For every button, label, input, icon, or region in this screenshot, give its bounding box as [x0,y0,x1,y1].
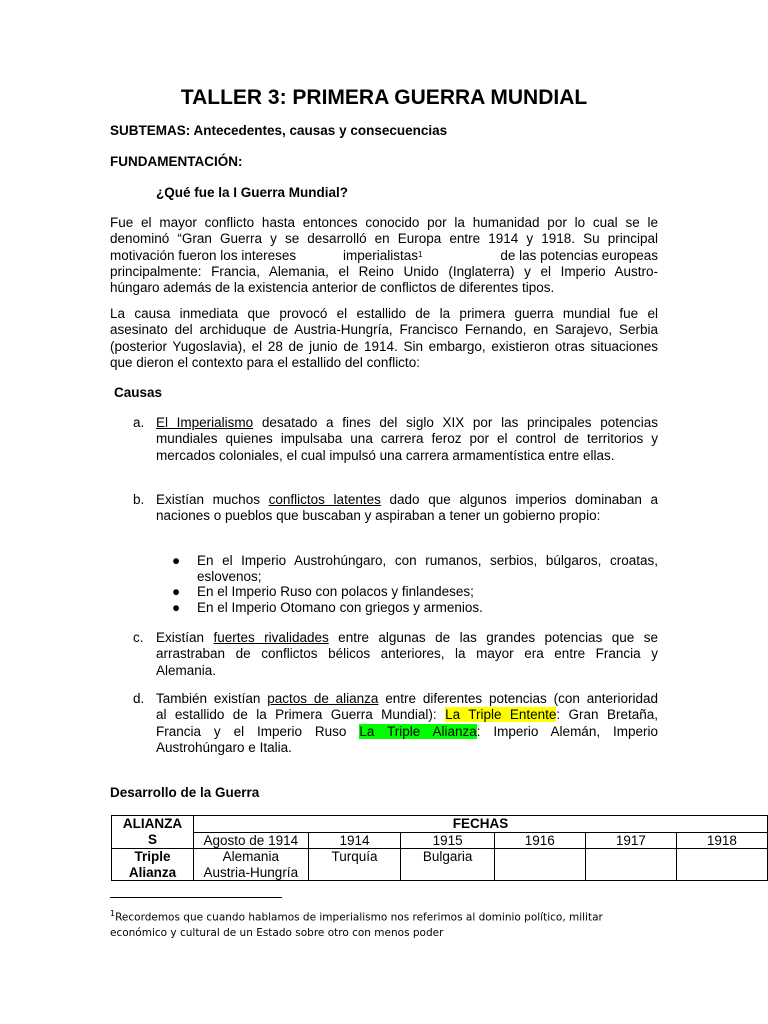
table-cell [194,849,308,881]
table-header-line: ALIANZA [122,816,183,831]
item-letter: c. [133,630,144,645]
footnote [110,906,670,941]
item-letter: d. [133,691,145,706]
item-d-text [156,691,658,756]
footnote-text: Recordemos que cuando hablamos de imperialismo nos referimos al dominio político, militar [115,911,603,924]
bullet-icon: ● [172,600,181,615]
question-heading: ¿Qué fue la I Guerra Mundial? [156,185,349,200]
page-title: TALLER 3: PRIMERA GUERRA MUNDIAL [180,86,588,109]
paragraph-fragment: motivación fueron los intereses [110,247,297,263]
table-header-fechas: FECHAS [194,816,768,833]
table-col-header: 1918 [676,832,767,849]
paragraph-line: (posterior Yugoslavia), el 28 de junio de 1914. Sin embargo, existieron otras situaciones [110,338,658,354]
item-line: mundiales quienes impulsaba una carrera feroz por el control de territorios y [156,431,658,447]
item-line [156,415,658,431]
bullet-item: En el Imperio Ruso con polacos y finlandeses; [197,584,474,599]
item-fragment: entre diferentes potencias (con anterioridad [378,691,658,706]
paragraph-cause [110,306,658,371]
underlined-term: El Imperialismo [156,415,254,430]
bullet-item: En el Imperio Otomano con griegos y armenios. [197,600,483,615]
table-cell: Bulgaria [401,849,494,881]
table-row-label [112,849,194,881]
desarrollo-heading: Desarrollo de la Guerra [110,785,260,800]
paragraph-fragment [343,248,422,264]
paragraph-line: que dieron el contexto para el estallido del conflicto: [110,354,420,370]
item-line [156,707,658,723]
alliances-table [111,815,768,881]
bullet-icon: ● [172,553,181,568]
paragraph-intro [110,215,658,296]
item-letter: b. [133,492,145,507]
table-col-header: Agosto de 1914 [194,832,308,849]
footnote-number: 1 [110,909,116,918]
table-cell [494,849,585,881]
footnote-divider [110,897,282,898]
item-fragment: : Imperio Alemán, Imperio [476,723,658,739]
table-cell-line: Alemania [222,849,279,864]
item-fragment: al estallido de la Primera Guerra Mundial): [156,707,446,723]
item-a-text [156,415,658,464]
highlight-triple-entente: La Triple Entente [445,707,557,723]
item-line: Austrohúngaro e Italia. [156,739,292,755]
item-fragment: entre algunas de las grandes potencias que se [328,630,658,645]
table-col-header: 1917 [585,832,676,849]
item-fragment: Existían muchos [156,492,269,507]
bullet-line: En el Imperio Austrohúngaro, con rumanos, serbios, búlgaros, croatas, [197,553,658,568]
item-b-text [156,492,658,525]
paragraph-line: La causa inmediata que provocó el estallido de la primera guerra mundial fue el [110,306,658,321]
table-cell [585,849,676,881]
paragraph-line: asesinato del archiduque de Austria-Hungría, Francisco Fernando, en Sarajevo, Serbia [110,322,658,338]
item-letter: a. [133,415,145,430]
underlined-term: conflictos latentes [268,492,381,507]
paragraph-fragment: de las potencias europeas [500,247,658,263]
footnote-line [110,906,670,926]
underlined-term: fuertes rivalidades [213,630,329,645]
item-fragment: Francia y el Imperio Ruso [156,723,360,739]
table-header-alianzas [112,816,194,849]
fundamentacion-heading: FUNDAMENTACIÓN: [110,154,243,169]
item-line: arrastraban de conflictos bélicos anteriores, la mayor era entre Francia y [156,646,658,662]
bullet-item [197,553,658,586]
highlight-triple-alianza: La Triple Alianza [359,723,477,739]
footnote-line: económico y cultural de un Estado sobre otro con menos poder [110,926,444,939]
item-fragment: También existían [156,691,268,706]
table-header-line: S [148,831,158,847]
item-fragment: desatado a fines del siglo XIX por las principales potencias [253,415,658,430]
table-row-label-line: Triple [134,849,171,864]
item-line: mercados coloniales, el cual impulsó una carrera armamentística entre ellas. [156,447,615,463]
paragraph-line: húngaro además de la existencia anterior de conflictos de diferentes tipos. [110,280,555,296]
paragraph-line [110,248,658,264]
item-line [156,724,658,740]
subtemas-heading: SUBTEMAS: Antecedentes, causas y consecuencias [110,123,448,138]
item-c-text [156,630,658,679]
table-col-header: 1916 [494,832,585,849]
table-row-label-line: Alianza [128,864,177,880]
table-cell: Turquía [308,849,401,881]
item-line: Alemania. [156,662,217,678]
table-col-header: 1914 [308,832,401,849]
paragraph-fragment: imperialistas [343,247,419,263]
paragraph-line: denominó “Gran Guerra y se desarrolló en Europa entre 1914 y 1918. Su principal [110,231,658,247]
item-line [156,492,658,508]
item-fragment: dado que algunos imperios dominaban a [380,492,659,507]
item-fragment: : Gran Bretaña, [556,707,658,723]
table-col-header: 1915 [401,832,494,849]
bullet-line: eslovenos; [197,569,262,585]
paragraph-line: Fue el mayor conflicto hasta entonces conocido por la humanidad por lo cual se le [110,215,658,230]
paragraph-line: principalmente: Francia, Alemania, el Reino Unido (Inglaterra) y el Imperio Austro- [110,263,658,279]
item-fragment: Existían [156,630,214,645]
underlined-term: pactos de alianza [267,691,379,706]
table-cell [676,849,767,881]
item-line [156,691,658,707]
item-line: naciones o pueblos que buscaban y aspiraban a tener un gobierno propio: [156,508,601,524]
bullet-icon: ● [172,584,181,599]
footnote-marker: 1 [418,249,423,259]
table-cell-line: Austria-Hungría [203,864,299,880]
causas-heading: Causas [114,385,163,400]
item-line [156,630,658,646]
